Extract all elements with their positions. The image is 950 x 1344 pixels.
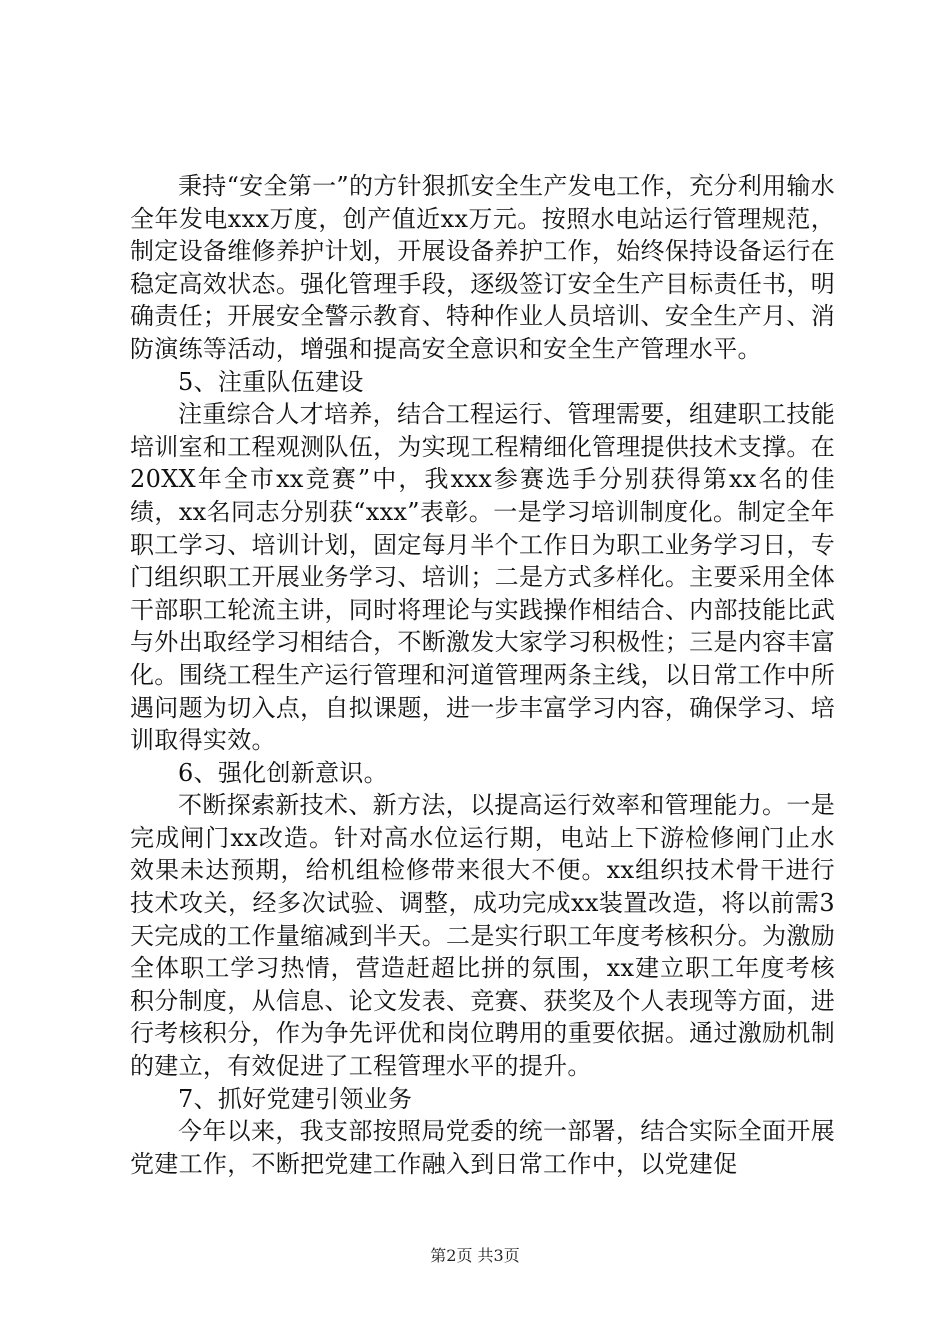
paragraph-talent-training: 注重综合人才培养，结合工程运行、管理需要，组建职工技能培训室和工程观测队伍，为实现工程精细化管理提供技术支撑。在20XX年全市xx竞赛”中，我xxx参赛选手分别获得第xx名的佳绩，xx名同志分别获“xxx”表彰。一是学习培训制度化。制定全年职工学习、培训计划，固定每月半个工作日为职工业务学习日，专门组织职工开展业务学习、培训；二是方式多样化。主要采用全体干部职工轮流主讲，同时将理论与实践操作相结合、内部技能比武与外出取经学习相结合，不断激发大家学习积极性；三是内容丰富化。围绕工程生产运行管理和河道管理两条主线，以日常工作中所遇问题为切入点，自拟课题，进一步丰富学习内容，确保学习、培训取得实效。 <box>130 400 835 755</box>
document-body <box>130 170 835 1180</box>
paragraph-party-building: 今年以来，我支部按照局党委的统一部署，结合实际全面开展党建工作，不断把党建工作融入到日常工作中，以党建促 <box>130 1117 835 1178</box>
heading-innovation: 6、强化创新意识。 <box>178 758 388 787</box>
page-number-footer: 第2页 共3页 <box>430 1246 520 1265</box>
heading-party-building: 7、抓好党建引领业务 <box>178 1084 413 1113</box>
paragraph-safety-production: 秉持“安全第一”的方针狠抓安全生产发电工作，充分利用输水全年发电xxx万度，创产值近xx万元。按照水电站运行管理规范，制定设备维修养护计划，开展设备养护工作，始终保持设备运行在稳定高效状态。强化管理手段，逐级签订安全生产目标责任书，明确责任；开展安全警示教育、特种作业人员培训、安全生产月、消防演练等活动，增强和提高安全意识和安全生产管理水平。 <box>130 172 835 363</box>
heading-team-building: 5、注重队伍建设 <box>178 367 364 396</box>
paragraph-innovation: 不断探索新技术、新方法，以提高运行效率和管理能力。一是完成闸门xx改造。针对高水位运行期，电站上下游检修闸门止水效果未达预期，给机组检修带来很大不便。xx组织技术骨干进行技术攻关，经多次试验、调整，成功完成xx装置改造，将以前需3天完成的工作量缩减到半天。二是实行职工年度考核积分。为激励全体职工学习热情，营造赶超比拼的氛围，xx建立职工年度考核积分制度，从信息、论文发表、竞赛、获奖及个人表现等方面，进行考核积分，作为争先评优和岗位聘用的重要依据。通过激励机制的建立，有效促进了工程管理水平的提升。 <box>130 791 835 1081</box>
